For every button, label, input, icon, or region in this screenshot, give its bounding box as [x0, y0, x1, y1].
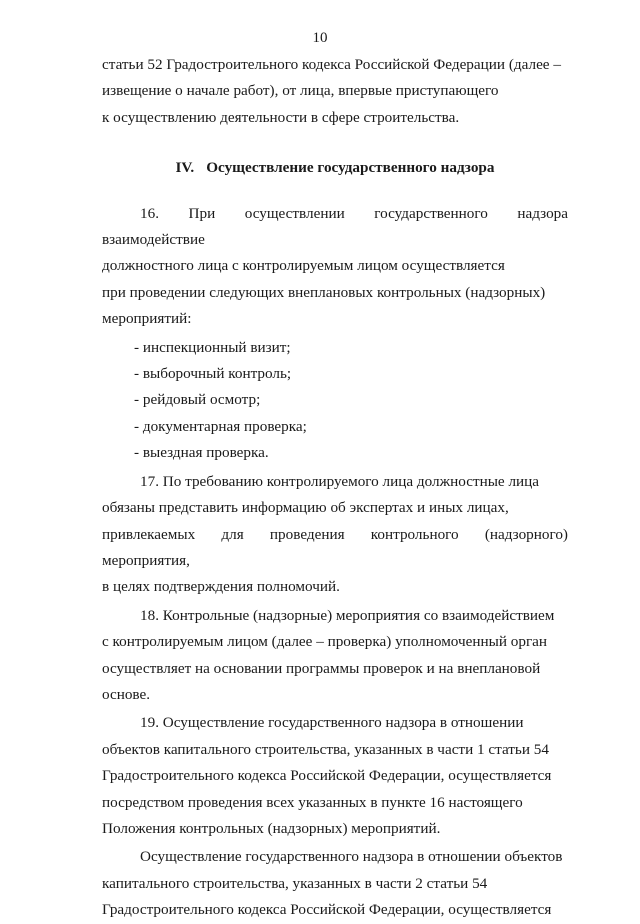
text-line: 17. По требованию контролируемого лица должностные лица	[140, 472, 540, 490]
section-title: Осуществление государственного надзора	[206, 159, 495, 177]
paragraph-16	[102, 201, 568, 333]
document-body	[102, 52, 568, 924]
paragraph-19	[102, 710, 568, 842]
section-heading	[102, 155, 568, 181]
text-line: при проведении следующих внеплановых контрольных (надзорных)	[102, 283, 546, 301]
paragraph-18	[102, 603, 568, 709]
paragraph-17	[102, 469, 568, 601]
intro-paragraph	[102, 52, 568, 131]
text-line: должностного лица с контролируемым лицом осуществляется	[102, 257, 505, 275]
section-number: IV.	[175, 159, 195, 177]
page-number: 10	[312, 30, 328, 46]
text-line: объектов капитального строительства, указанных в части 1 статьи 54	[102, 740, 549, 758]
text-line: основе.	[102, 685, 151, 703]
text-line: привлекаемых для проведения контрольного (надзорного) мероприятия,	[102, 525, 568, 569]
list-item: - выездная проверка.	[134, 444, 269, 462]
paragraph-19-continued	[102, 844, 568, 923]
text-line: осуществляет на основании программы проверок и на внеплановой	[102, 659, 541, 677]
text-line: Градостроительного кодекса Российской Федерации, осуществляется	[102, 767, 552, 785]
text-line: Градостроительного кодекса Российской Федерации, осуществляется	[102, 901, 552, 919]
text-line: 16. При осуществлении государственного надзора взаимодействие	[102, 204, 568, 249]
list-item: - выборочный контроль;	[134, 365, 292, 383]
text-line: капитального строительства, указанных в части 2 статьи 54	[102, 874, 488, 892]
text-line: 19. Осуществление государственного надзора в отношении	[140, 714, 524, 732]
list-item: - рейдовый осмотр;	[134, 391, 261, 409]
text-line: посредством проведения всех указанных в пункте 16 настоящего	[102, 793, 523, 811]
list-item: - инспекционный визит;	[134, 338, 291, 356]
text-line: к осуществлению деятельности в сфере строительства.	[102, 108, 460, 126]
inspection-types-list	[102, 335, 568, 467]
text-line: мероприятий:	[102, 310, 192, 328]
text-line: статьи 52 Градостроительного кодекса Российской Федерации (далее –	[102, 56, 561, 73]
text-line: 18. Контрольные (надзорные) мероприятия со взаимодействием	[140, 606, 555, 624]
text-line: Положения контрольных (надзорных) мероприятий.	[102, 819, 441, 837]
text-line: с контролируемым лицом (далее – проверка) уполномоченный орган	[102, 633, 548, 651]
list-item: - документарная проверка;	[134, 417, 307, 435]
text-line: обязаны представить информацию об экспертах и иных лицах,	[102, 499, 509, 517]
text-line: в целях подтверждения полномочий.	[102, 578, 340, 596]
text-line: извещение о начале работ), от лица, впервые приступающего	[102, 82, 499, 100]
text-line: Осуществление государственного надзора в отношении объектов	[140, 848, 563, 866]
